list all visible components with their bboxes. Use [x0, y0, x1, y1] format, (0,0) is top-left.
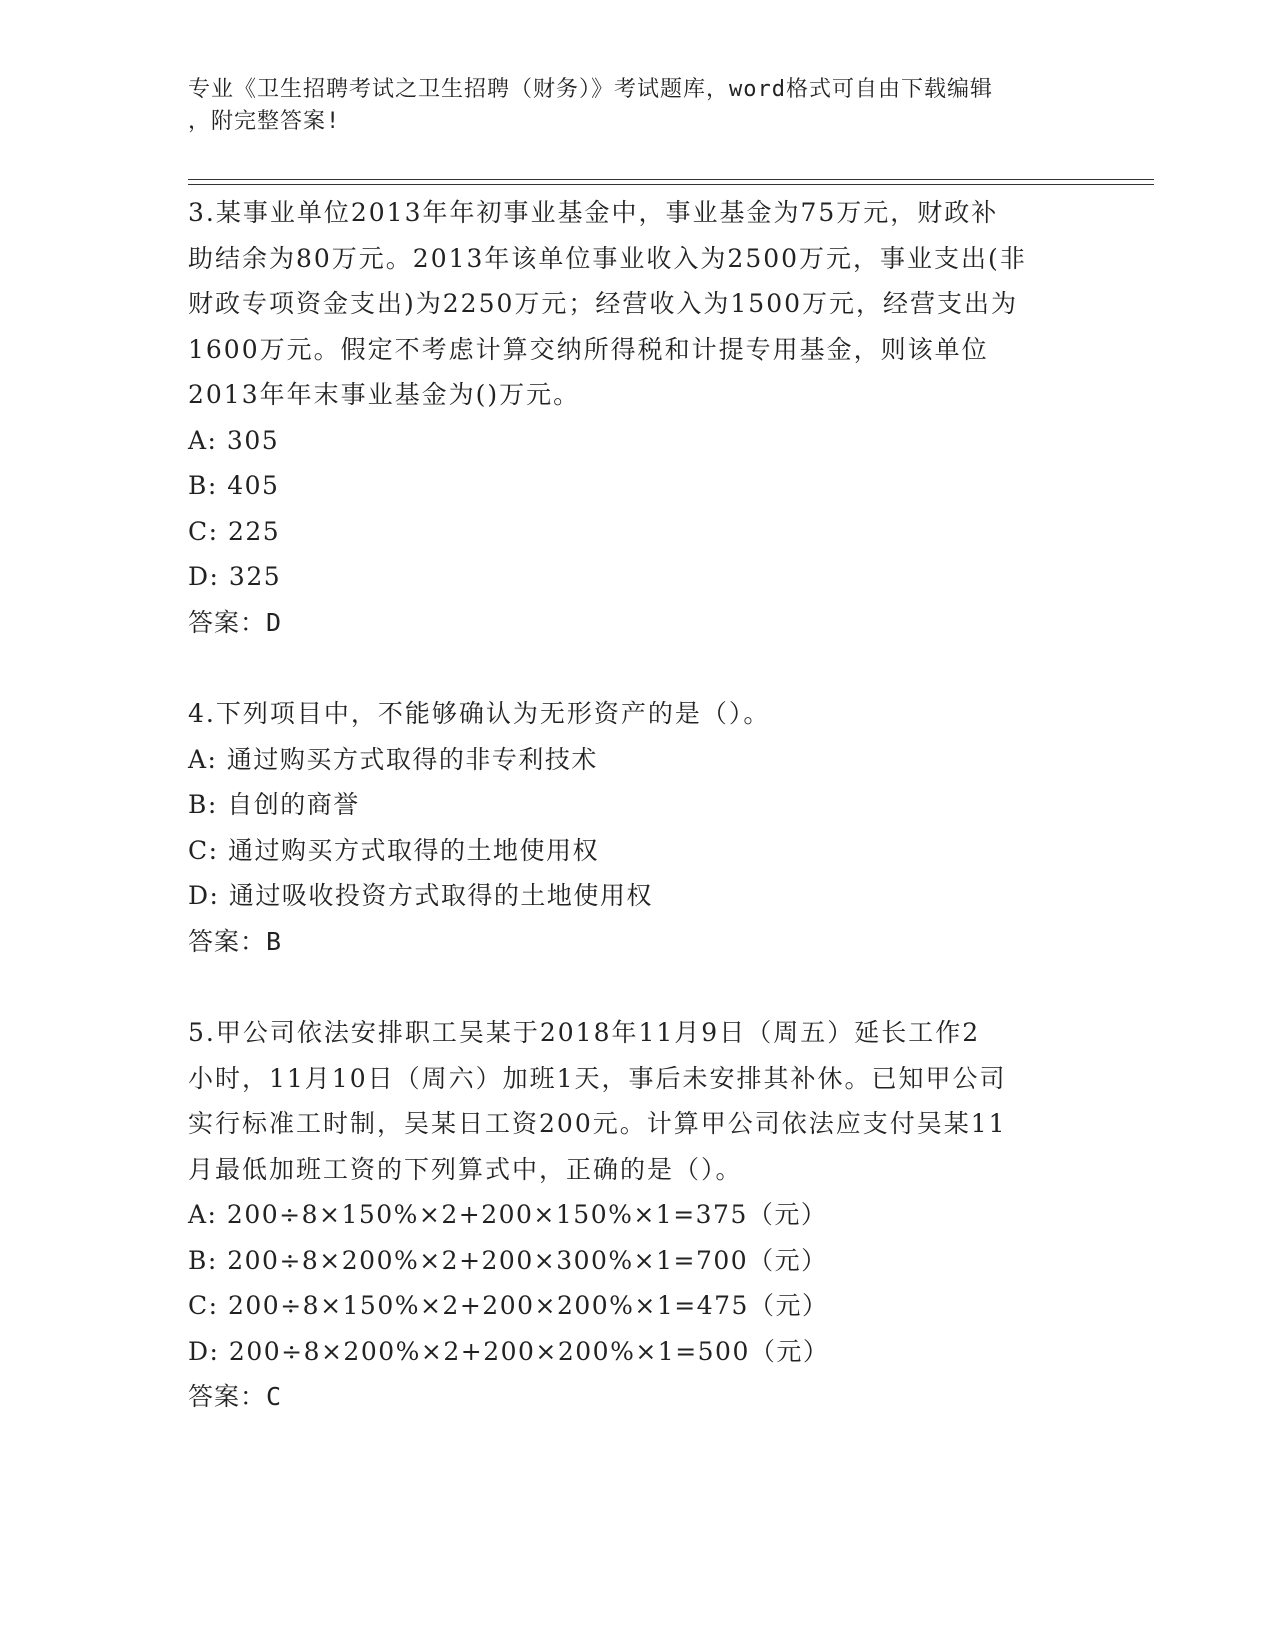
question-4: [188, 691, 1148, 964]
option-a: A: 305: [188, 425, 280, 455]
option-d: D: 200÷8×200%×2+200×200%×1=500（元）: [188, 1336, 830, 1366]
option-b: B: 自创的商誉: [188, 790, 360, 819]
option-c: C: 225: [188, 516, 281, 546]
question-3: [188, 190, 1148, 645]
question-text-line: 3.某事业单位2013年年初事业基金中，事业基金为75万元，财政补: [188, 198, 999, 227]
question-list: [188, 190, 1148, 1466]
question-text-line: 2013年年末事业基金为()万元。: [188, 380, 581, 409]
document-header: [188, 74, 1088, 138]
option-c: C: 200÷8×150%×2+200×200%×1=475（元）: [188, 1291, 829, 1320]
option-a: A: 通过购买方式取得的非专利技术: [188, 744, 598, 774]
option-c: C: 通过购买方式取得的土地使用权: [188, 835, 599, 865]
question-5: [188, 1010, 1148, 1420]
header-rule-bottom: [188, 184, 1154, 185]
header-line-1: 专业《卫生招聘考试之卫生招聘（财务）》考试题库，word格式可自由下载编辑: [188, 77, 993, 102]
question-text-line: 助结余为80万元。2013年该单位事业收入为2500万元，事业支出(非: [188, 243, 1027, 273]
option-d: D: 通过吸收投资方式取得的土地使用权: [188, 881, 653, 910]
answer: 答案：C: [188, 1382, 283, 1411]
option-b: B: 200÷8×200%×2+200×300%×1=700（元）: [188, 1245, 828, 1275]
header-rule-top: [188, 179, 1154, 180]
question-text-line: 实行标准工时制，吴某日工资200元。计算甲公司依法应支付吴某11: [188, 1109, 1007, 1138]
option-d: D: 325: [188, 562, 282, 591]
answer: 答案：D: [188, 607, 283, 637]
question-text-line: 4.下列项目中，不能够确认为无形资产的是（）。: [188, 699, 771, 728]
question-text-line: 1600万元。假定不考虑计算交纳所得税和计提专用基金，则该单位: [188, 334, 989, 364]
question-text-line: 月最低加班工资的下列算式中，正确的是（）。: [188, 1154, 743, 1184]
question-text-line: 小时，11月10日（周六）加班1天，事后未安排其补休。已知甲公司: [188, 1063, 1007, 1093]
question-text-line: 财政专项资金支出)为2250万元；经营收入为1500万元，经营支出为: [188, 289, 1019, 318]
header-line-2: ，附完整答案!: [188, 109, 341, 134]
question-text-line: 5.甲公司依法安排职工吴某于2018年11月9日（周五）延长工作2: [188, 1018, 981, 1047]
answer: 答案：B: [188, 926, 283, 956]
option-a: A: 200÷8×150%×2+200×150%×1=375（元）: [188, 1200, 828, 1229]
option-b: B: 405: [188, 471, 280, 500]
